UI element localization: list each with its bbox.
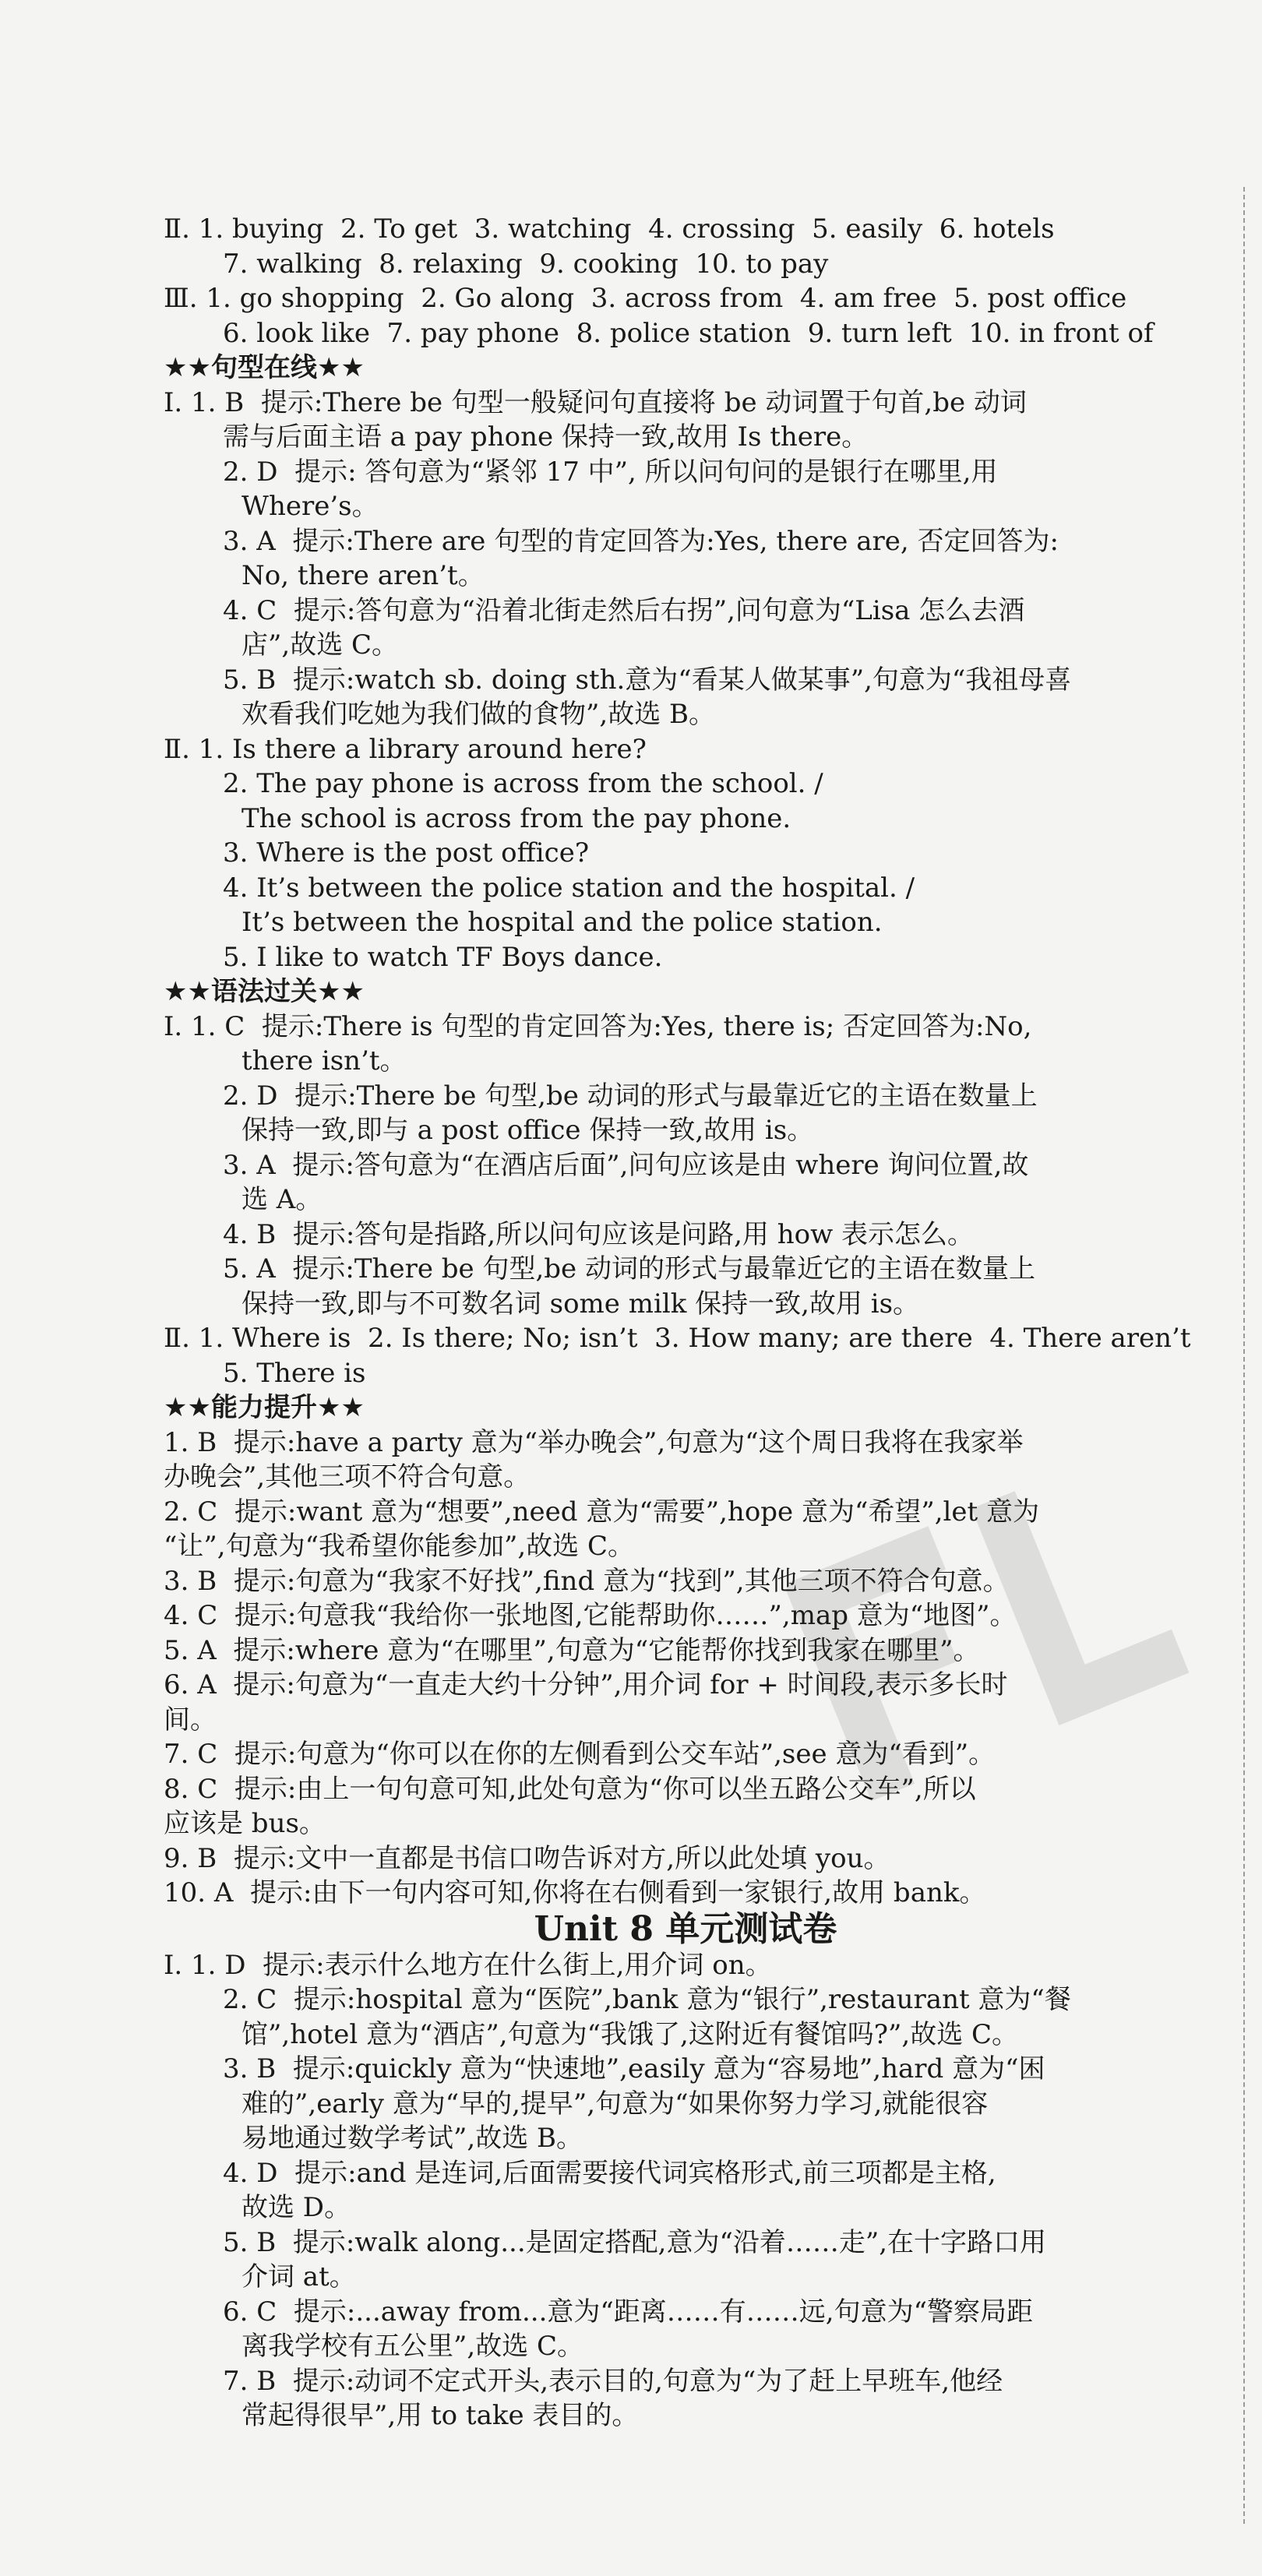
answer-line: 办晚会”,其他三项不符合句意。 [164, 1461, 531, 1492]
answer-line: 5. B 提示:watch sb. doing sth.意为“看某人做某事”,句意为“我祖母喜 [223, 664, 1072, 696]
unit-title: Unit 8 单元测试卷 [534, 1908, 837, 1949]
answer-line: 6. A 提示:句意为“一直走大约十分钟”,用介词 for + 时间段,表示多长时 [164, 1669, 1008, 1700]
answer-line: 馆”,hotel 意为“酒店”,句意为“我饿了,这附近有餐馆吗?”,故选 C。 [241, 2018, 1019, 2050]
answer-line: 3. B 提示:quickly 意为“快速地”,easily 意为“容易地”,hard 意为“困 [223, 2053, 1045, 2084]
answer-line: 2. D 提示:There be 句型,be 动词的形式与最靠近它的主语在数量上 [223, 1080, 1038, 1112]
answer-line: 1. B 提示:have a party 意为“举办晚会”,句意为“这个周日我将在我家举 [164, 1426, 1024, 1458]
answer-line: 2. C 提示:want 意为“想要”,need 意为“需要”,hope 意为“希望”,let 意为 [164, 1496, 1040, 1528]
answer-line: 易地通过数学考试”,故选 B。 [241, 2123, 583, 2154]
answer-line: 3. Where is the post office? [223, 837, 590, 869]
answer-line: 离我学校有五公里”,故选 C。 [241, 2331, 584, 2362]
answer-line: 7. B 提示:动词不定式开头,表示目的,句意为“为了赶上早班车,他经 [223, 2365, 1003, 2397]
answer-line: 间。 [164, 1704, 217, 1736]
answer-line: Ⅱ. 1. Is there a library around here? [164, 733, 647, 765]
answer-line: 5. I like to watch TF Boys dance. [223, 941, 663, 973]
answer-line: 3. A 提示:There are 句型的肯定回答为:Yes, there are, 否定回答为: [223, 525, 1059, 557]
answer-line: 介词 at。 [241, 2261, 356, 2292]
answer-line: It’s between the hospital and the police station. [241, 907, 883, 938]
answer-line: 4. It’s between the police station and the hospital. / [223, 872, 915, 904]
answer-line: Ⅱ. 1. Where is 2. Is there; No; isn’t 3. How many; are there 4. There aren’t [164, 1323, 1191, 1354]
answer-line: 保持一致,即与 a post office 保持一致,故用 is。 [241, 1115, 814, 1146]
answer-line: Where’s。 [241, 491, 379, 522]
answer-line: 7. C 提示:句意为“你可以在你的左侧看到公交车站”,see 意为“看到”。 [164, 1739, 996, 1770]
page-edge-dashes [1243, 187, 1245, 2524]
answer-content [164, 212, 1207, 2433]
answer-line: 4. B 提示:答句是指路,所以问句应该是问路,用 how 表示怎么。 [223, 1218, 975, 1250]
answer-line: 8. C 提示:由上一句句意可知,此处句意为“你可以坐五路公交车”,所以 [164, 1773, 976, 1805]
answer-line: 5. B 提示:walk along...是固定搭配,意为“沿着……走”,在十字路口用 [223, 2226, 1047, 2258]
section-heading: ★★句型在线★★ [164, 352, 365, 383]
answer-line: The school is across from the pay phone. [241, 802, 791, 834]
section-heading: ★★语法过关★★ [164, 976, 365, 1007]
answer-line: 7. walking 8. relaxing 9. cooking 10. to pay [223, 248, 829, 280]
answer-line: there isn’t。 [241, 1045, 407, 1077]
answer-line: 4. C 提示:答句意为“沿着北街走然后右拐”,问句意为“Lisa 怎么去酒 [223, 594, 1025, 626]
answer-line: “让”,句意为“我希望你能参加”,故选 C。 [164, 1531, 634, 1562]
answer-line: 故选 D。 [241, 2192, 351, 2223]
answer-line: Ⅱ. 1. buying 2. To get 3. watching 4. crossing 5. easily 6. hotels [164, 213, 1055, 245]
answer-line: 5. There is [223, 1357, 366, 1389]
answer-line: 2. D 提示: 答句意为“紧邻 17 中”, 所以问句问的是银行在哪里,用 [223, 456, 998, 488]
answer-line: Ⅰ. 1. C 提示:There is 句型的肯定回答为:Yes, there is; 否定回答为:No, [164, 1010, 1032, 1042]
answer-line: 需与后面主语 a pay phone 保持一致,故用 Is there。 [223, 421, 869, 453]
answer-line: 店”,故选 C。 [241, 629, 399, 661]
answer-line: 5. A 提示:There be 句型,be 动词的形式与最靠近它的主语在数量上 [223, 1253, 1035, 1284]
answer-line: 选 A。 [241, 1184, 323, 1215]
answer-line: 2. The pay phone is across from the school. / [223, 768, 823, 799]
answer-line: Ⅲ. 1. go shopping 2. Go along 3. across from 4. am free 5. post office [164, 283, 1127, 314]
answer-line: Ⅰ. 1. D 提示:表示什么地方在什么街上,用介词 on。 [164, 1949, 772, 1981]
answer-line: 10. A 提示:由下一句内容可知,你将在右侧看到一家银行,故用 bank。 [164, 1877, 986, 1908]
answer-line: 难的”,early 意为“早的,提早”,句意为“如果你努力学习,就能很容 [241, 2088, 989, 2120]
answer-line: 4. D 提示:and 是连词,后面需要接代词宾格形式,前三项都是主格, [223, 2157, 996, 2189]
section-heading: ★★能力提升★★ [164, 1392, 365, 1423]
answer-line: 3. B 提示:句意为“我家不好找”,find 意为“找到”,其他三项不符合句意。 [164, 1565, 1010, 1597]
answer-line: 保持一致,即与不可数名词 some milk 保持一致,故用 is。 [241, 1288, 920, 1320]
answer-line: 3. A 提示:答句意为“在酒店后面”,问句应该是由 where 询问位置,故 [223, 1149, 1029, 1181]
answer-line: 2. C 提示:hospital 意为“医院”,bank 意为“银行”,restaurant 意为“餐 [223, 1984, 1071, 2015]
answer-line: No, there aren’t。 [241, 560, 485, 591]
answer-line: 应该是 bus。 [164, 1808, 326, 1839]
answer-line: 5. A 提示:where 意为“在哪里”,句意为“它能帮你找到我家在哪里”。 [164, 1634, 980, 1666]
answer-line: 6. C 提示:...away from...意为“距离……有……远,句意为“警察局距 [223, 2296, 1033, 2328]
answer-line: 6. look like 7. pay phone 8. police station 9. turn left 10. in front of [223, 317, 1154, 349]
answer-line: 常起得很早”,用 to take 表目的。 [241, 2400, 639, 2431]
answer-line: Ⅰ. 1. B 提示:There be 句型一般疑问句直接将 be 动词置于句首,be 动词 [164, 386, 1027, 418]
answer-line: 4. C 提示:句意我“我给你一张地图,它能帮助你……”,map 意为“地图”。 [164, 1600, 1017, 1631]
answer-line: 欢看我们吃她为我们做的食物”,故选 B。 [241, 699, 715, 730]
answer-line: 9. B 提示:文中一直都是书信口吻告诉对方,所以此处填 you。 [164, 1842, 890, 1874]
